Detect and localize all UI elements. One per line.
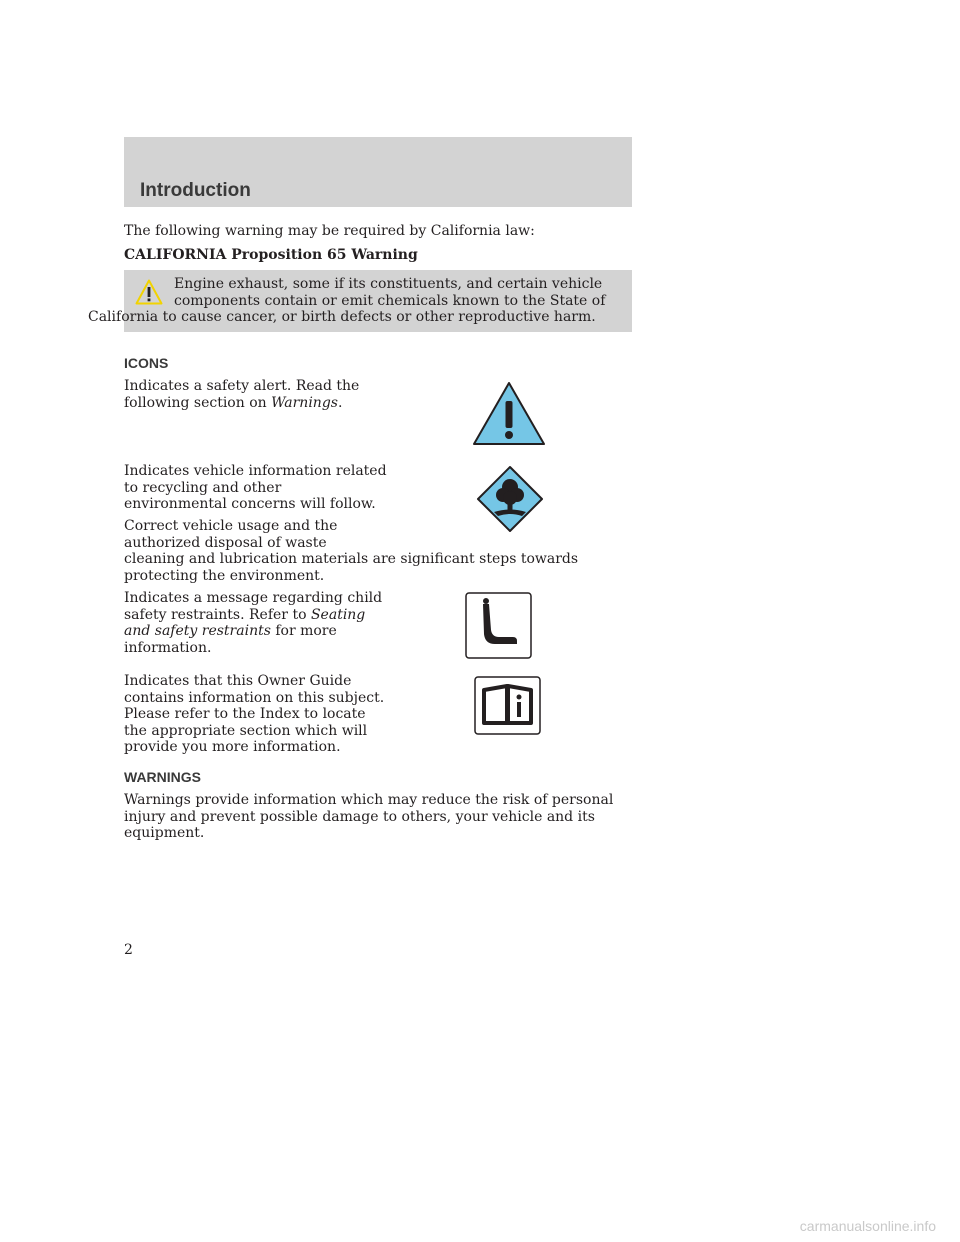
warning-box — [88, 270, 632, 332]
owner-guide-text: Indicates that this Owner Guide contains information on this subject. Please refer to the Index to locate the appropriate section which will provide you more information. — [124, 673, 385, 755]
section-header — [124, 137, 632, 207]
child-seat-text: Indicates a message regarding child safety restraints. Refer to Seating and safety restraints for more information. — [124, 590, 383, 656]
section-title: Introduction — [140, 180, 251, 201]
warning-heading: CALIFORNIA Proposition 65 Warning — [124, 247, 418, 263]
intro-line: The following warning may be required by California law: — [124, 223, 535, 239]
child-seat-icon — [465, 592, 532, 659]
icons-heading: ICONS — [124, 355, 169, 371]
owner-guide-book-icon — [474, 676, 541, 735]
warnings-body: Warnings provide information which may reduce the risk of personal injury and prevent possible damage to others, your vehicle and its equipment. — [124, 792, 614, 841]
page-number: 2 — [124, 942, 133, 958]
warnings-heading: WARNINGS — [124, 769, 201, 785]
safety-alert-icon — [472, 381, 546, 447]
safety-alert-text: Indicates a safety alert. Read the following section on Warnings. — [124, 378, 360, 411]
warning-text: Engine exhaust, some if its constituents, and certain vehicle components contain or emit chemicals known to the State of California to cause cancer, or birth defects or other reproductive harm. — [88, 276, 606, 325]
recycling-text: Indicates vehicle information related to recycling and other environmental concerns will follow. — [124, 463, 387, 512]
watermark: carmanualsonline.info — [799, 1218, 936, 1234]
disposal-text: Correct vehicle usage and the authorized disposal of waste cleaning and lubrication materials are significant steps towards protecting the environment. — [124, 518, 579, 584]
